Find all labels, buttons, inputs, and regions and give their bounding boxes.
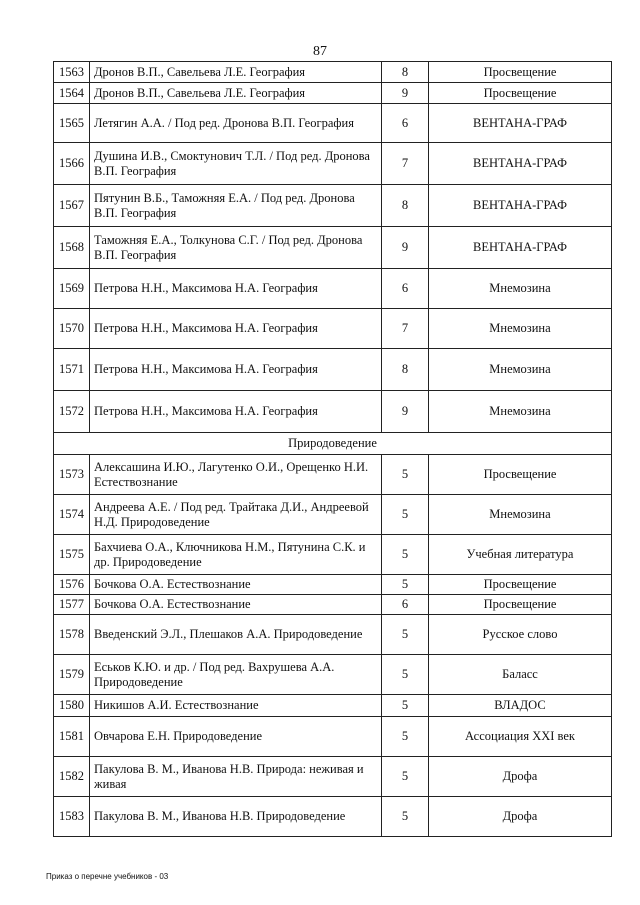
row-author-title: Бочкова О.А. Естествознание [90,595,382,615]
table-row [54,695,612,717]
row-author-title: Петрова Н.Н., Максимова Н.А. География [90,309,382,349]
table-row [54,495,612,535]
section-title: Природоведение [54,433,612,455]
row-publisher: ВЕНТАНА-ГРАФ [429,227,612,269]
section-header-row [54,433,612,455]
table-row [54,227,612,269]
table-row [54,83,612,104]
table-row [54,575,612,595]
row-number: 1576 [54,575,90,595]
row-author-title: Алексашина И.Ю., Лагутенко О.И., Орещенко Н.И. Естествознание [90,455,382,495]
row-grade: 5 [382,797,429,837]
row-number: 1582 [54,757,90,797]
table-body-top [54,62,612,433]
row-author-title: Петрова Н.Н., Максимова Н.А. География [90,269,382,309]
row-grade: 9 [382,391,429,433]
row-number: 1571 [54,349,90,391]
row-author-title: Овчарова Е.Н. Природоведение [90,717,382,757]
table-row [54,797,612,837]
row-number: 1568 [54,227,90,269]
row-publisher: Русское слово [429,615,612,655]
table-row [54,391,612,433]
row-number: 1563 [54,62,90,83]
row-grade: 5 [382,575,429,595]
row-number: 1575 [54,535,90,575]
row-grade: 5 [382,655,429,695]
row-author-title: Летягин А.А. / Под ред. Дронова В.П. География [90,104,382,143]
table-row [54,62,612,83]
row-publisher: Мнемозина [429,391,612,433]
row-grade: 7 [382,309,429,349]
table-row [54,615,612,655]
row-grade: 6 [382,595,429,615]
row-grade: 5 [382,717,429,757]
table-row [54,104,612,143]
row-publisher: Просвещение [429,595,612,615]
table-row [54,349,612,391]
table-row [54,535,612,575]
row-grade: 7 [382,143,429,185]
row-grade: 5 [382,455,429,495]
row-number: 1574 [54,495,90,535]
row-number: 1579 [54,655,90,695]
row-publisher: ВЕНТАНА-ГРАФ [429,185,612,227]
row-grade: 9 [382,83,429,104]
row-publisher: Просвещение [429,575,612,595]
table-row [54,185,612,227]
row-author-title: Дронов В.П., Савельева Л.Е. География [90,83,382,104]
table-row [54,595,612,615]
row-publisher: Баласс [429,655,612,695]
row-publisher: Мнемозина [429,349,612,391]
row-number: 1564 [54,83,90,104]
row-publisher: Мнемозина [429,309,612,349]
row-number: 1570 [54,309,90,349]
row-number: 1565 [54,104,90,143]
row-number: 1580 [54,695,90,717]
row-grade: 5 [382,757,429,797]
row-grade: 5 [382,615,429,655]
row-author-title: Андреева А.Е. / Под ред. Трайтака Д.И., Андреевой Н.Д. Природоведение [90,495,382,535]
row-author-title: Бахчиева О.А., Ключникова Н.М., Пятунина С.К. и др. Природоведение [90,535,382,575]
row-number: 1577 [54,595,90,615]
row-publisher: Мнемозина [429,495,612,535]
row-publisher: ВЕНТАНА-ГРАФ [429,143,612,185]
row-publisher: Просвещение [429,62,612,83]
row-number: 1566 [54,143,90,185]
row-author-title: Пакулова В. М., Иванова Н.В. Природоведение [90,797,382,837]
page-number: 87 [313,44,327,59]
table-row [54,757,612,797]
row-author-title: Пятунин В.Б., Таможняя Е.А. / Под ред. Дронова В.П. География [90,185,382,227]
row-number: 1573 [54,455,90,495]
row-publisher: Просвещение [429,455,612,495]
textbook-table [53,61,612,837]
table-row [54,455,612,495]
row-grade: 8 [382,62,429,83]
row-number: 1583 [54,797,90,837]
row-publisher: ВЕНТАНА-ГРАФ [429,104,612,143]
row-publisher: Дрофа [429,797,612,837]
row-author-title: Петрова Н.Н., Максимова Н.А. География [90,391,382,433]
row-author-title: Бочкова О.А. Естествознание [90,575,382,595]
footer-text: Приказ о перечне учебников - 03 [46,872,169,881]
table-row [54,309,612,349]
row-publisher: Дрофа [429,757,612,797]
row-author-title: Дронов В.П., Савельева Л.Е. География [90,62,382,83]
row-number: 1572 [54,391,90,433]
row-number: 1567 [54,185,90,227]
table-row [54,269,612,309]
row-grade: 5 [382,695,429,717]
row-grade: 8 [382,349,429,391]
row-author-title: Пакулова В. М., Иванова Н.В. Природа: неживая и живая [90,757,382,797]
table-row [54,655,612,695]
row-grade: 9 [382,227,429,269]
row-grade: 5 [382,495,429,535]
row-grade: 6 [382,269,429,309]
row-number: 1569 [54,269,90,309]
row-grade: 8 [382,185,429,227]
row-publisher: ВЛАДОС [429,695,612,717]
row-author-title: Введенский Э.Л., Плешаков А.А. Природоведение [90,615,382,655]
row-publisher: Учебная литература [429,535,612,575]
row-grade: 5 [382,535,429,575]
table-body-bottom [54,455,612,837]
row-publisher: Просвещение [429,83,612,104]
row-author-title: Петрова Н.Н., Максимова Н.А. География [90,349,382,391]
row-author-title: Таможняя Е.А., Толкунова С.Г. / Под ред. Дронова В.П. География [90,227,382,269]
row-author-title: Еськов К.Ю. и др. / Под ред. Вахрушева А.А. Природоведение [90,655,382,695]
table-row [54,717,612,757]
row-publisher: Мнемозина [429,269,612,309]
table-row [54,143,612,185]
row-grade: 6 [382,104,429,143]
row-number: 1578 [54,615,90,655]
row-author-title: Никишов А.И. Естествознание [90,695,382,717]
row-author-title: Душина И.В., Смоктунович Т.Л. / Под ред. Дронова В.П. География [90,143,382,185]
row-number: 1581 [54,717,90,757]
row-publisher: Ассоциация XXI век [429,717,612,757]
section-header-body [54,433,612,455]
